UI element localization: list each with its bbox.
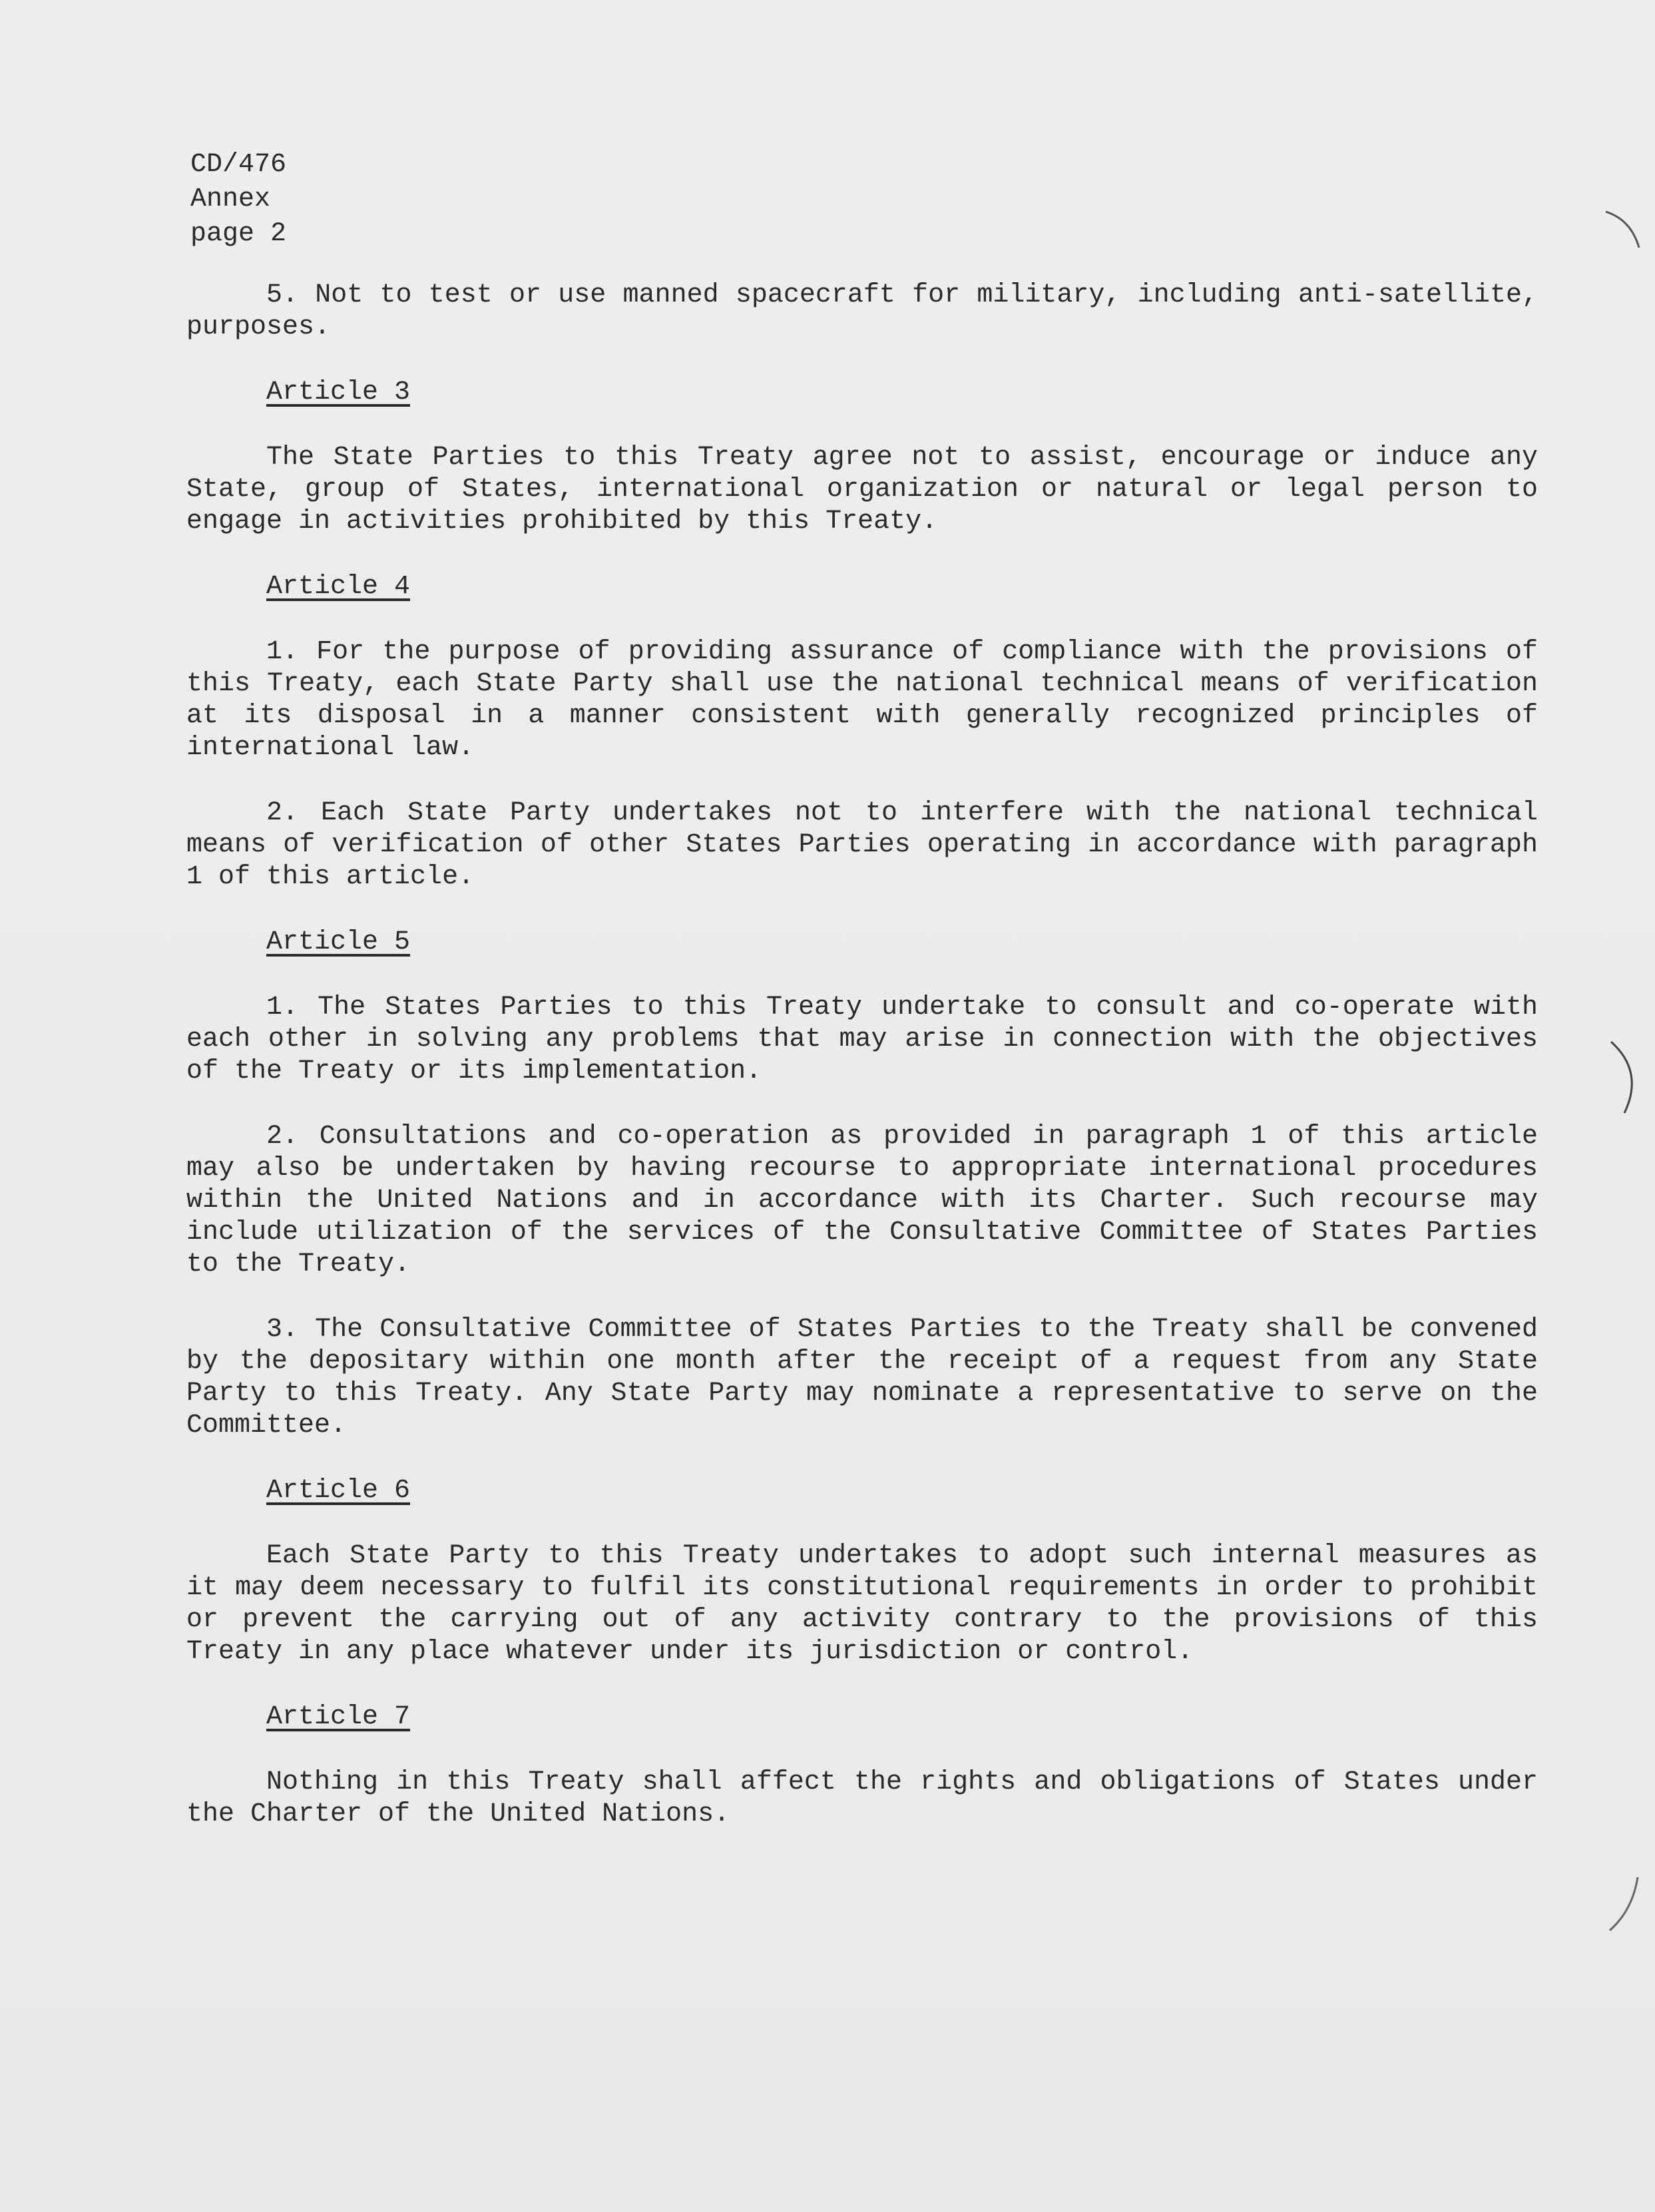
paragraph: 3. The Consultative Committee of States Parties to the Treaty shall be convened by the depositary within one month after the receipt of a request from any State Party to this Treaty. Any State Party may nominate a representative to serve on the Committee. — [186, 1315, 1538, 1440]
paragraph: 5. Not to test or use manned spacecraft for military, including anti-satellite, purposes. — [186, 280, 1538, 342]
document-symbol: CD/476 — [190, 150, 287, 180]
article-heading: Article 5 — [266, 927, 411, 957]
paragraph: Each State Party to this Treaty undertakes to adopt such internal measures as it may deem necessary to fulfil its constitutional requirements in order to prohibit or prevent the carrying out of any activity contrary to the provisions of this Treaty in any place whatever under its jurisdiction or control. — [186, 1541, 1538, 1667]
article-heading: Article 4 — [266, 572, 411, 602]
annex-label: Annex — [190, 184, 271, 214]
document-header — [190, 148, 286, 252]
paragraph: 2. Each State Party undertakes not to interfere with the national technical means of verification of other States Parties operating in accordance with paragraph 1 of this article. — [186, 798, 1538, 892]
paragraph: 1. For the purpose of providing assurance of compliance with the provisions of this Treaty, each State Party shall use the national technical means of verification at its disposal in a manner consistent with generally recognized principles of international law. — [186, 637, 1538, 763]
page-number: page 2 — [190, 219, 287, 249]
document-body — [186, 280, 1538, 1864]
article-heading: Article 7 — [266, 1702, 411, 1732]
paragraph: 2. Consultations and co-operation as provided in paragraph 1 of this article may also be undertaken by having recourse to appropriate international procedures within the United Nations and in accordance with its Charter. Such recourse may include utilization of the services of the Consultative Committee of States Parties to the Treaty. — [186, 1122, 1538, 1279]
paragraph: 1. The States Parties to this Treaty undertake to consult and co-operate with each other in solving any problems that may arise in connection with the objectives of the Treaty or its implementation. — [186, 993, 1538, 1086]
paragraph: Nothing in this Treaty shall affect the rights and obligations of States under the Charter of the United Nations. — [186, 1767, 1538, 1829]
paragraph: The State Parties to this Treaty agree not to assist, encourage or induce any State, group of States, international organization or natural or legal person to engage in activities prohibited by this Treaty. — [186, 443, 1538, 537]
article-heading: Article 6 — [266, 1476, 411, 1506]
article-heading: Article 3 — [266, 377, 411, 407]
